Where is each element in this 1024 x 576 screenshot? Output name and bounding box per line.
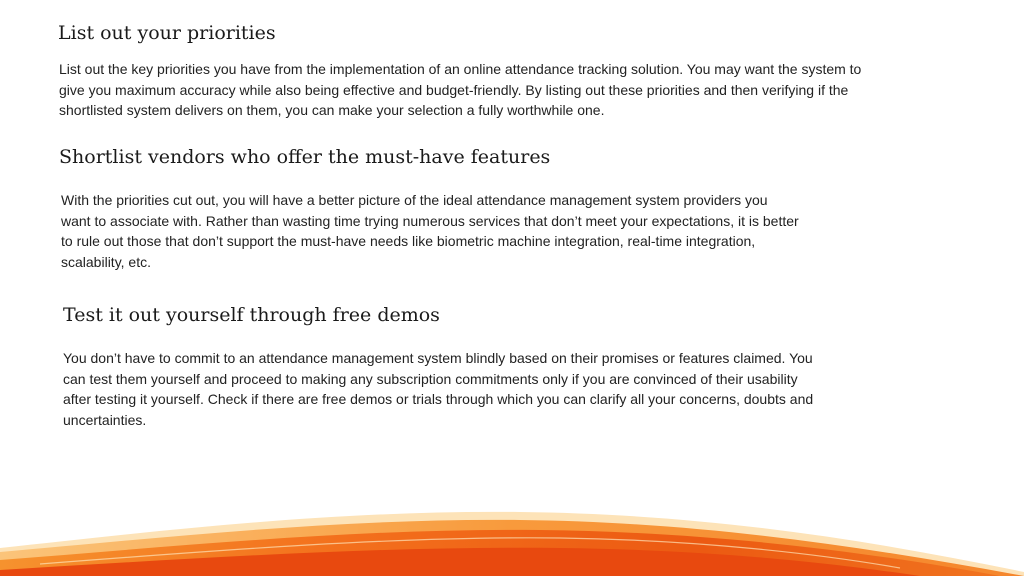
section-title-shortlist-vendors: Shortlist vendors who offer the must-have features xyxy=(59,146,551,168)
section-body-priorities: List out the key priorities you have from the implementation of an online attendance tracking solution. You may want the system to give you maximum accuracy while also being effective and budget-friendly. By listing out these priorities and then verifying if the shortlisted system delivers on them, you can make your selection a fully worthwhile one. xyxy=(59,61,862,118)
section-title-priorities: List out your priorities xyxy=(58,22,276,44)
section-body-shortlist-vendors: With the priorities cut out, you will have a better picture of the ideal attendance management system providers you want to associate with. Rather than wasting time trying numerous services that don’t meet your expectations, it is better to rule out those that don’t support the must-have needs like biometric machine integration, real-time integration, scalability, etc. xyxy=(61,192,799,270)
section-body-free-demos: You don’t have to commit to an attendance management system blindly based on their promises or features claimed. You can test them yourself and proceed to making any subscription commitments only if you are convinced of their usability after testing it yourself. Check if there are free demos or trials through which you can clarify all your concerns, doubts and uncertainties. xyxy=(63,350,814,428)
decorative-orange-wave xyxy=(0,480,1024,576)
section-title-free-demos: Test it out yourself through free demos xyxy=(63,304,440,326)
